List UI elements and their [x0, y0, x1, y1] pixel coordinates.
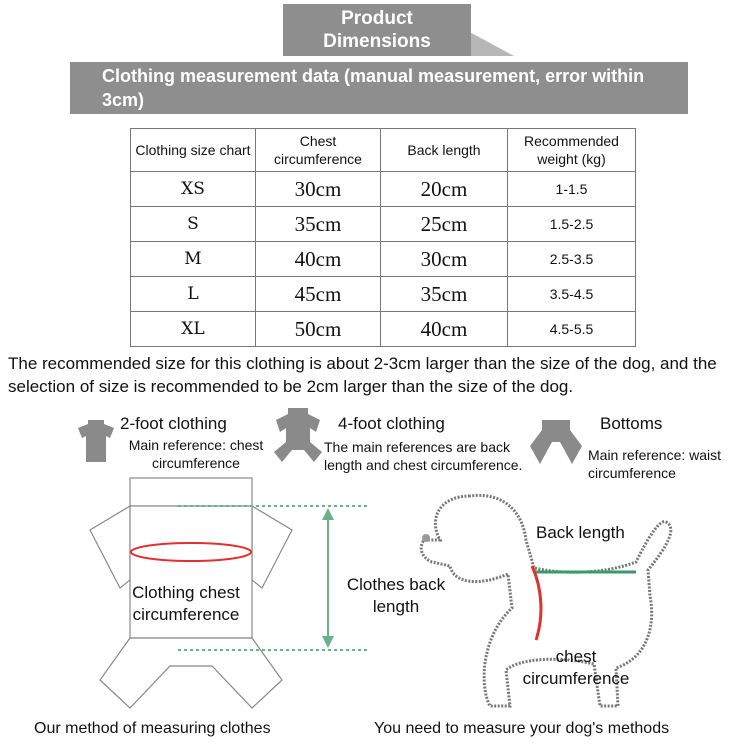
bottoms-label: Bottoms: [600, 414, 663, 433]
cell-weight: 4.5-5.5: [508, 312, 636, 347]
cell-chest: 50cm: [256, 312, 381, 347]
dog-method-caption: You need to measure your dog's methods: [374, 720, 670, 737]
table-row: [131, 242, 636, 277]
table-header-row: [131, 129, 636, 172]
cell-weight: 2.5-3.5: [508, 242, 636, 277]
title-line-1: Product: [341, 8, 413, 29]
cell-chest: 30cm: [256, 172, 381, 207]
four-foot-clothing-label: 4-foot clothing: [338, 414, 445, 433]
bottoms-ref: Main reference: waist circumference: [588, 447, 722, 481]
dog-chest-label: chest circumference: [522, 647, 630, 688]
cell-back: 30cm: [381, 242, 508, 277]
header-back: Back length: [381, 129, 508, 172]
four-foot-clothing-icon: [272, 406, 324, 466]
table-row: [131, 207, 636, 242]
cell-size: XS: [131, 172, 256, 207]
cell-weight: 1-1.5: [508, 172, 636, 207]
two-foot-clothing-icon: [76, 418, 116, 464]
cell-back: 20cm: [381, 172, 508, 207]
cell-weight: 1.5-2.5: [508, 207, 636, 242]
dog-back-length-label: Back length: [536, 523, 625, 542]
title-line-2: Dimensions: [323, 31, 431, 52]
subtitle-banner: Clothing measurement data (manual measurement, error within 3cm): [70, 62, 688, 114]
cell-size: M: [131, 242, 256, 277]
bottoms-icon: [528, 418, 584, 466]
clothes-back-length-label: Clothes back length: [346, 575, 446, 616]
cell-size: XL: [131, 312, 256, 347]
cell-chest: 35cm: [256, 207, 381, 242]
cell-back: 25cm: [381, 207, 508, 242]
cell-back: 35cm: [381, 277, 508, 312]
table-row: [131, 312, 636, 347]
clothes-method-caption: Our method of measuring clothes: [34, 720, 271, 737]
size-table: [130, 128, 636, 347]
header-weight: Recommended weight (kg): [508, 129, 636, 172]
cell-chest: 45cm: [256, 277, 381, 312]
header-size: Clothing size chart: [131, 129, 256, 172]
title-banner: [283, 4, 471, 56]
two-foot-clothing-ref: Main reference: chest circumference: [128, 437, 264, 471]
cell-size: L: [131, 277, 256, 312]
size-recommendation-note: The recommended size for this clothing is about 2-3cm larger than the size of the dog, and the selection of size is recommended to be 2cm larger than the size of the dog.: [8, 354, 717, 396]
cell-weight: 3.5-4.5: [508, 277, 636, 312]
cell-size: S: [131, 207, 256, 242]
clothing-chest-label: Clothing chest circumference: [132, 583, 240, 624]
two-foot-clothing-label: 2-foot clothing: [120, 414, 227, 433]
header-chest: Chest circumference: [256, 129, 381, 172]
table-row: [131, 277, 636, 312]
four-foot-clothing-ref: The main references are back length and chest circumference.: [324, 439, 523, 473]
cell-back: 40cm: [381, 312, 508, 347]
table-row: [131, 172, 636, 207]
cell-chest: 40cm: [256, 242, 381, 277]
